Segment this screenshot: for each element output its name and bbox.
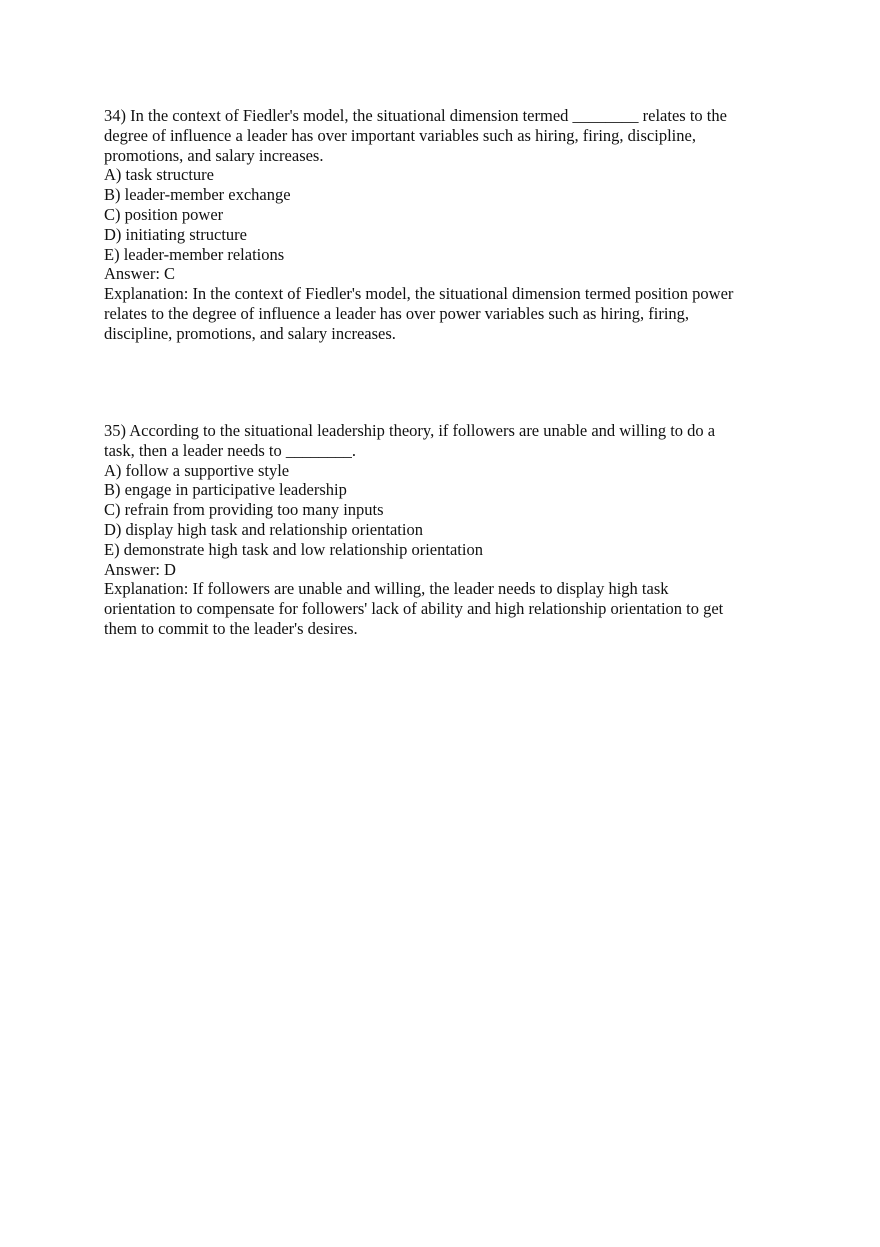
option-b: B) leader-member exchange — [104, 185, 291, 205]
option-e: E) demonstrate high task and low relationship orientation — [104, 539, 483, 559]
option-d: D) initiating structure — [104, 224, 247, 244]
option-c: C) refrain from providing too many inputs — [104, 500, 384, 520]
answer-line: Answer: C — [104, 264, 176, 284]
explanation — [104, 579, 776, 638]
answer-options — [104, 461, 776, 560]
option-e: E) leader-member relations — [104, 244, 285, 264]
stem-line: degree of influence a leader has over important variables such as hiring, firing, discipline, — [104, 125, 696, 145]
explanation — [104, 284, 776, 343]
question-stem — [104, 421, 776, 461]
answer-options — [104, 165, 776, 264]
explanation-line: them to commit to the leader's desires. — [104, 618, 358, 638]
stem-line: task, then a leader needs to ________. — [104, 440, 357, 460]
option-b: B) engage in participative leadership — [104, 480, 347, 500]
option-a: A) task structure — [104, 165, 214, 185]
question-34 — [104, 106, 776, 344]
question-35 — [104, 421, 776, 639]
option-d: D) display high task and relationship orientation — [104, 519, 423, 539]
stem-line: 35) According to the situational leadership theory, if followers are unable and willing to do a — [104, 421, 716, 440]
stem-line: 34) In the context of Fiedler's model, the situational dimension termed ________ relates to the — [104, 106, 727, 125]
explanation-line: Explanation: If followers are unable and willing, the leader needs to display high task — [104, 579, 669, 599]
explanation-line: discipline, promotions, and salary increases. — [104, 323, 396, 343]
explanation-line: orientation to compensate for followers' lack of ability and high relationship orientation to get — [104, 599, 724, 619]
option-c: C) position power — [104, 204, 224, 224]
option-a: A) follow a supportive style — [104, 460, 290, 480]
explanation-line: Explanation: In the context of Fiedler's model, the situational dimension termed position power — [104, 284, 734, 304]
explanation-line: relates to the degree of influence a leader has over power variables such as hiring, firing, — [104, 303, 690, 323]
answer-line: Answer: D — [104, 559, 176, 579]
stem-line: promotions, and salary increases. — [104, 145, 324, 165]
question-stem — [104, 106, 776, 165]
